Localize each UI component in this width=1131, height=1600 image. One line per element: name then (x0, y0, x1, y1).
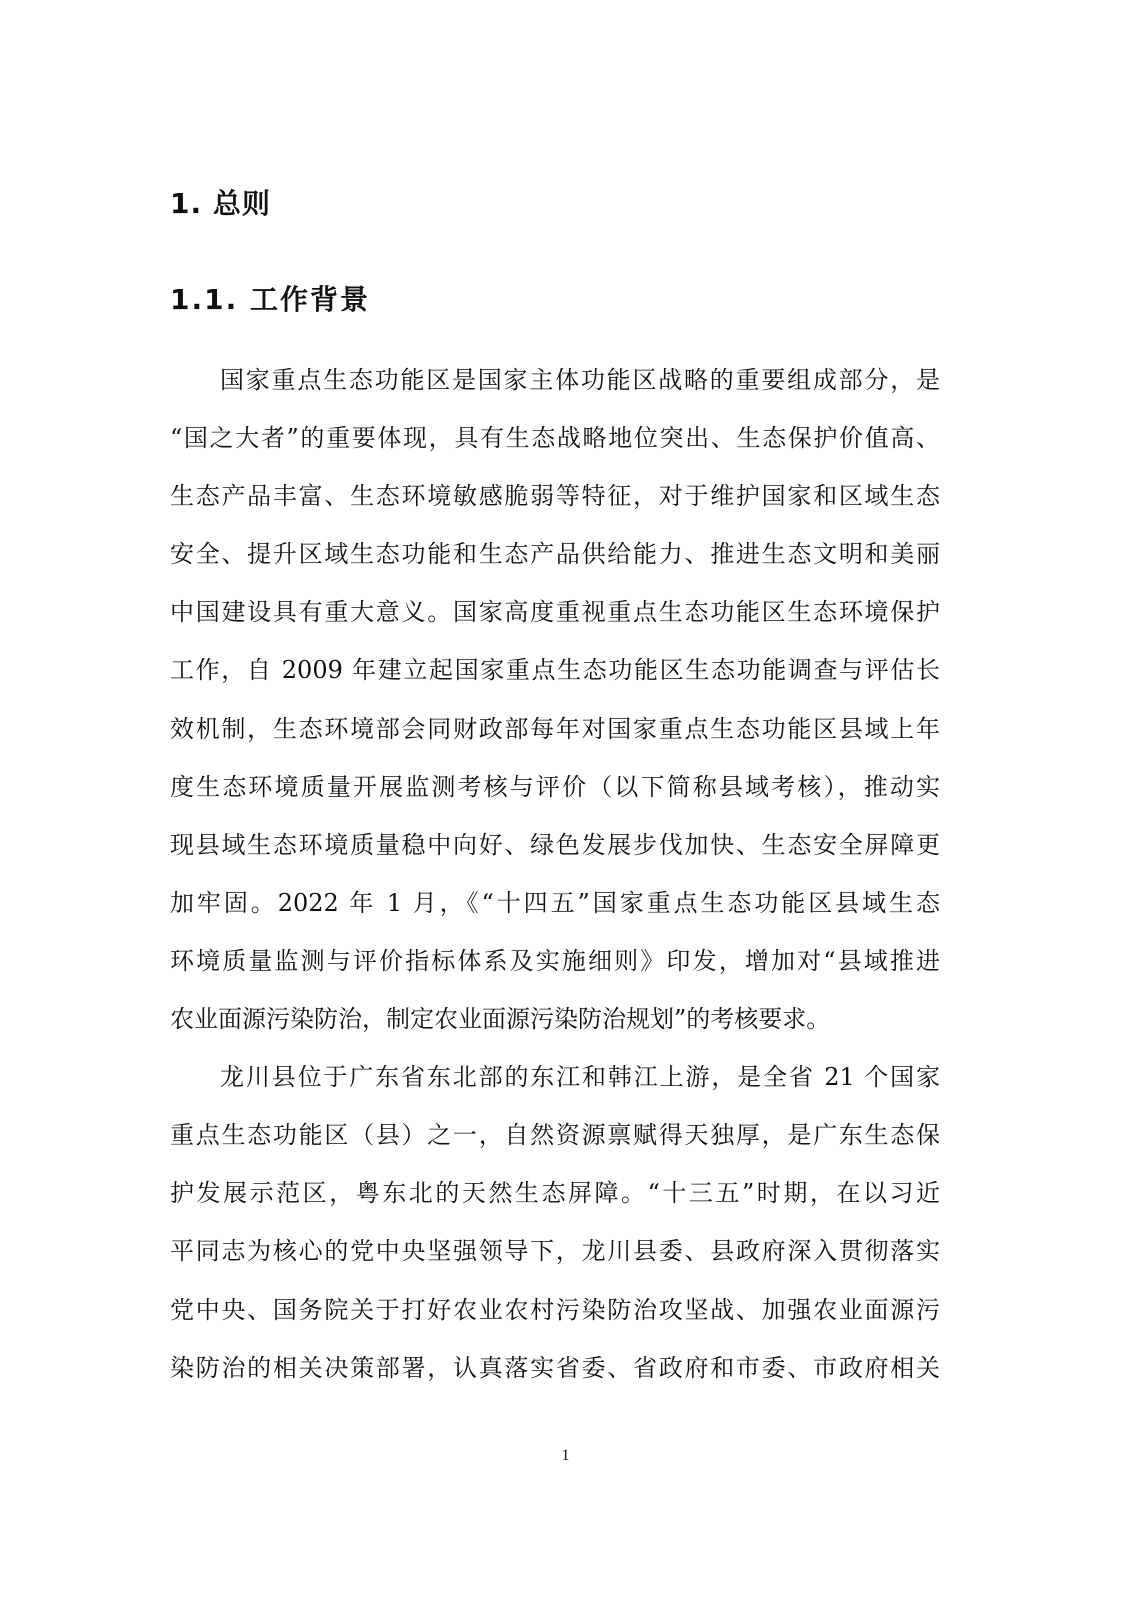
text-line: “国之大者”的重要体现，具有生态战略地位突出、生态保护价值高、 (170, 424, 940, 453)
body-text (170, 360, 940, 1406)
paragraph (170, 360, 940, 1057)
text-line: 度生态环境质量开展监测考核与评价（以下简称县域考核），推动实 (170, 772, 940, 801)
text-line: 加牢固。2022 年 1 月，《“十四五”国家重点生态功能区县域生态 (170, 888, 940, 917)
text-line: 重点生态功能区（县）之一，自然资源禀赋得天独厚，是广东生态保 (170, 1121, 940, 1150)
text-line: 国家重点生态功能区是国家主体功能区战略的重要组成部分，是 (220, 366, 940, 394)
text-line: 环境质量监测与评价指标体系及实施细则》印发，增加对“县域推进 (170, 946, 940, 975)
text-line: 效机制，生态环境部会同财政部每年对国家重点生态功能区县域上年 (170, 714, 940, 743)
text-line: 党中央、国务院关于打好农业农村污染防治攻坚战、加强农业面源污 (170, 1295, 940, 1324)
text-line: 生态产品丰富、生态环境敏感脆弱等特征，对于维护国家和区域生态 (170, 482, 940, 511)
text-line: 现县域生态环境质量稳中向好、绿色发展步伐加快、生态安全屏障更 (170, 830, 940, 859)
page-number: 1 (561, 1447, 570, 1464)
text-line: 农业面源污染防治，制定农业面源污染防治规划”的考核要求。 (170, 1005, 831, 1034)
text-line: 安全、提升区域生态功能和生态产品供给能力、推进生态文明和美丽 (170, 540, 940, 569)
paragraph (170, 1057, 940, 1406)
text-line: 护发展示范区，粤东北的天然生态屏障。“十三五”时期，在以习近 (170, 1179, 940, 1208)
text-line: 工作，自 2009 年建立起国家重点生态功能区生态功能调查与评估长 (170, 656, 940, 685)
text-line: 龙川县位于广东省东北部的东江和韩江上游，是全省 21 个国家 (220, 1063, 940, 1092)
section-heading: 1. 总则 (170, 187, 271, 220)
text-line: 染防治的相关决策部署，认真落实省委、省政府和市委、市政府相关 (170, 1353, 940, 1382)
subsection-heading: 1.1. 工作背景 (170, 283, 370, 316)
text-line: 平同志为核心的党中央坚强领导下，龙川县委、县政府深入贯彻落实 (170, 1237, 940, 1266)
text-line: 中国建设具有重大意义。国家高度重视重点生态功能区生态环境保护 (170, 598, 940, 627)
